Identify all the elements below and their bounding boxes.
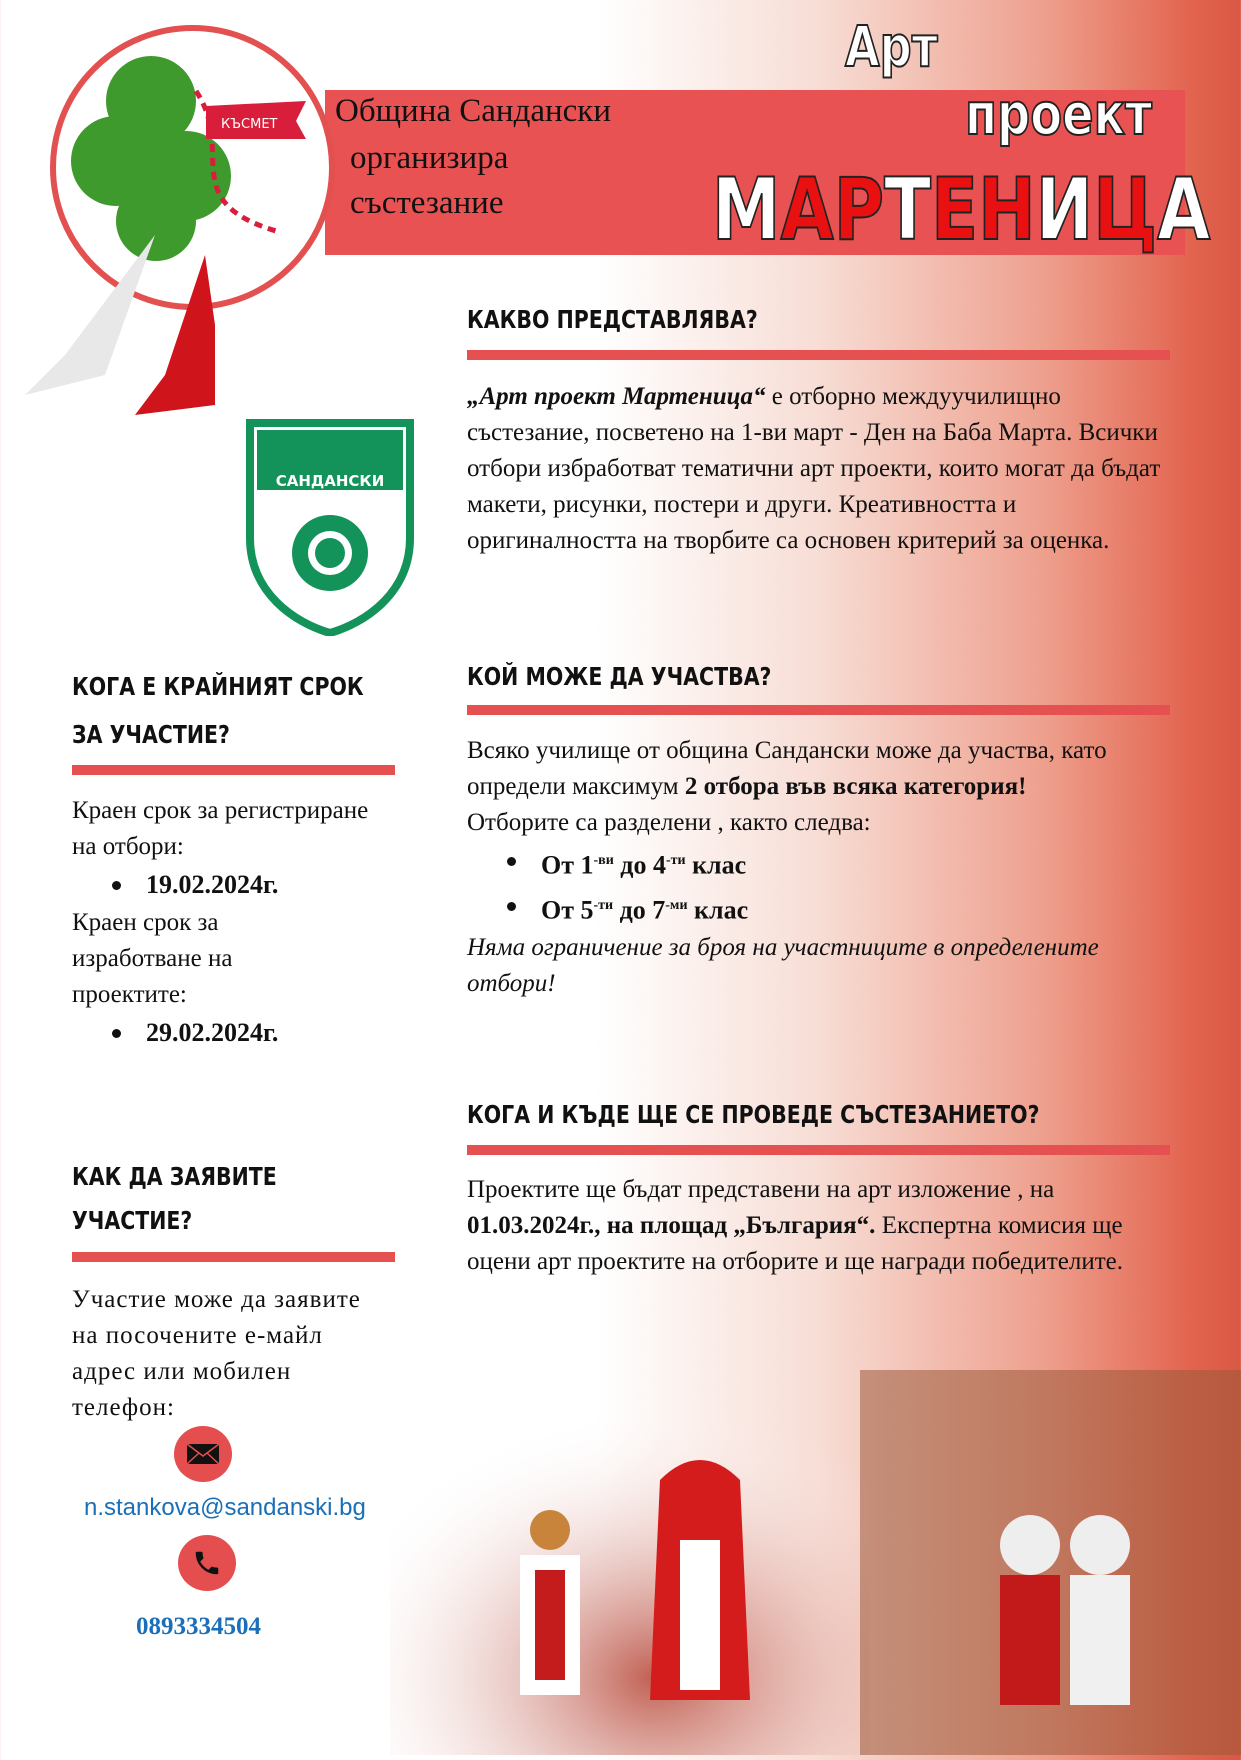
tassel-image [15, 225, 275, 430]
group-item: От $5^{-ти}$ до $7^{-ми}$ клас [467, 886, 1177, 931]
martenitsa-dolls-photo [390, 1370, 1241, 1755]
when-paragraph: Проектите ще бъдат представени на арт изложение , на 01.03.2024г., на площад „България“. Експертна комисия ще оцени арт проектите на отборите и ще награди победителите. [467, 1176, 1123, 1275]
section-heading: КОЙ МОЖЕ ДА УЧАСТВА? [467, 662, 772, 691]
section-heading: КАК ДА ЗАЯВИТЕ [72, 1162, 277, 1191]
title-letters: А [1157, 160, 1211, 260]
svg-text:КЪСМЕТ: КЪСМЕТ [221, 117, 278, 132]
section-heading: УЧАСТИЕ? [72, 1206, 193, 1235]
divider [467, 350, 1170, 360]
org-line: организира [350, 140, 509, 176]
phone-link[interactable]: 0893334504 [136, 1613, 261, 1640]
sandanski-coat-of-arms [245, 418, 415, 641]
title-martenitsa [712, 160, 1210, 260]
divider [467, 1145, 1170, 1155]
section-heading: ЗА УЧАСТИЕ? [72, 720, 230, 749]
divider [72, 765, 395, 775]
envelope-icon [174, 1426, 232, 1482]
title-letters: Ц [1093, 160, 1158, 260]
what-paragraph: „Арт проект Мартеница“ е отборно междуучилищно състезание, посветено на 1-ви март - Ден на Баба Марта. Всички отбори избработват тематични арт проекти, които могат да бъдат макети, рисунки, постери и други. Креативността и оригиналността на творбите са основен критерий за оценка. [467, 383, 1161, 554]
phone-icon [178, 1535, 236, 1591]
svg-text:САНДАНСКИ: САНДАНСКИ [275, 472, 385, 490]
section-heading: КОГА Е КРАЙНИЯТ СРОК [72, 672, 364, 701]
divider [467, 705, 1170, 715]
title-letters: И [1035, 160, 1094, 260]
reg-date: 19.02.2024г. [72, 865, 392, 905]
org-line: състезание [350, 185, 504, 221]
title-letters: Е [931, 160, 979, 260]
title-letters: Н [978, 160, 1036, 260]
title-proekt: проект [965, 80, 1153, 148]
title-letters: М [712, 160, 781, 260]
make-date: 29.02.2024г. [72, 1013, 392, 1053]
title-letters: АР [780, 160, 885, 260]
section-heading: КАКВО ПРЕДСТАВЛЯВА? [467, 305, 758, 334]
divider [72, 1252, 395, 1262]
title-letters: Т [884, 160, 932, 260]
apply-text: Участие може да заявите на посочените е-майл адрес или мобилен телефон: [72, 1286, 361, 1421]
email-link[interactable]: n.stankova@sandanski.bg [84, 1494, 366, 1521]
title-art: Арт [845, 15, 938, 80]
org-line: Община Сандански [335, 93, 612, 129]
deadline-text: Краен срок за регистриране на отбори: 19.02.2024г. Краен срок за изработване на проектите: 29.02.2024г. [72, 793, 392, 1053]
group-item: От $1^{-ви}$ до $4^{-ти}$ клас [467, 841, 1177, 886]
who-paragraph: Всяко училище от община Сандански може да участва, като определи максимум 2 отбора във всяка категория! Отборите са разделени , както следва: От $1^{-ви}$ до $4^{-ти}$ клас От $5^{-ти}$ до $7^{-ми}$ клас Няма ограничение за броя на участниците в определените отбори! [467, 733, 1177, 1002]
section-heading: КОГА И КЪДЕ ЩЕ СЕ ПРОВЕДЕ СЪСТЕЗАНИЕТО? [467, 1100, 1040, 1129]
